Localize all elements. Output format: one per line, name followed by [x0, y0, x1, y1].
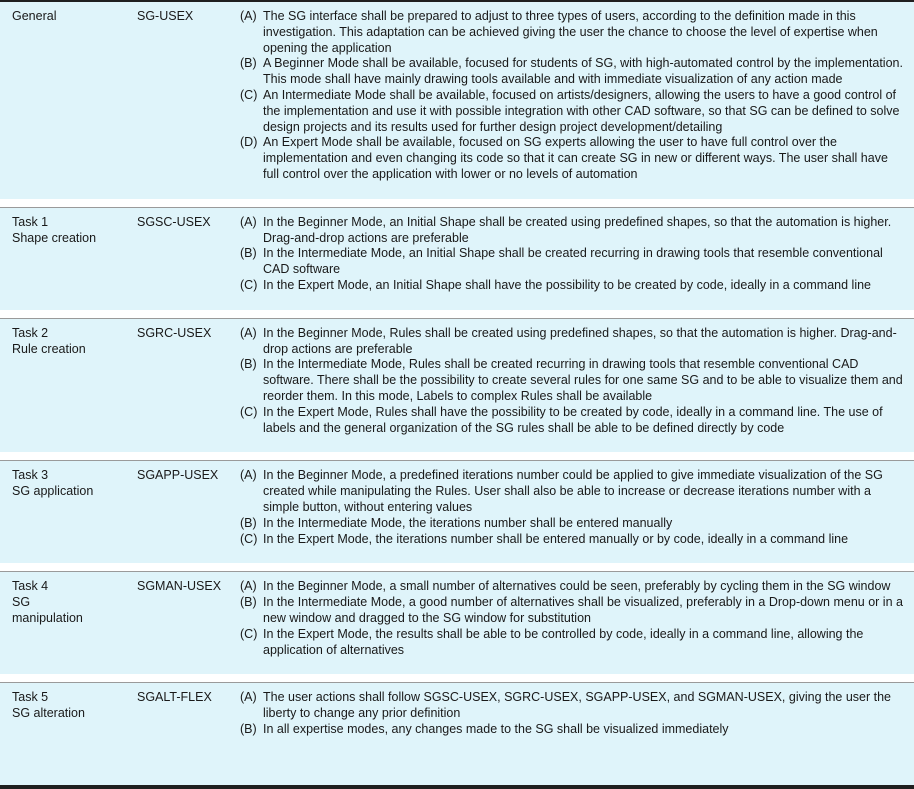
item-text: In the Intermediate Mode, an Initial Shape shall be created recurring in drawing tools that resemble conventional CAD software	[263, 246, 883, 277]
requirement-item	[240, 532, 904, 548]
requirement-item	[240, 516, 904, 532]
task-label: Task 3	[12, 468, 49, 483]
task-cell	[12, 326, 137, 437]
task-cell	[12, 215, 137, 294]
task-cell	[12, 9, 137, 183]
task-cell	[12, 690, 137, 737]
requirement-item	[240, 9, 904, 56]
subtask-label: SG application	[12, 484, 94, 499]
table-row	[0, 571, 914, 674]
item-label: (D)	[240, 135, 258, 150]
item-label: (C)	[240, 277, 258, 292]
task-label: Task 1	[12, 214, 49, 229]
task-cell	[12, 579, 137, 658]
table-body	[0, 2, 914, 766]
item-text: In the Intermediate Mode, a good number of alternatives shall be visualized, preferably in a Drop-down menu or in a new window and dragged to the SG window for substitution	[263, 595, 903, 625]
requirement-item	[240, 468, 904, 515]
code-cell	[137, 215, 240, 294]
table-row	[0, 2, 914, 199]
item-label: (B)	[240, 595, 257, 610]
subtask-label: SG alteration	[12, 706, 85, 721]
item-label: (B)	[240, 721, 257, 736]
table-row	[0, 460, 914, 563]
item-label: (C)	[240, 87, 258, 102]
requirement-item	[240, 357, 904, 404]
task-cell	[12, 468, 137, 547]
item-label: (A)	[240, 214, 257, 229]
description-cell	[240, 468, 904, 547]
item-text: A Beginner Mode shall be available, focused for students of SG, with high-automated control by the implementation. This mode shall have mainly drawing tools available and with immediate visualization of any action made	[263, 56, 903, 87]
requirement-code: SGALT-FLEX	[137, 690, 212, 705]
item-label: (C)	[240, 531, 258, 546]
description-cell	[240, 215, 904, 294]
requirement-code: SGMAN-USEX	[137, 579, 222, 594]
description-cell	[240, 326, 904, 437]
code-cell	[137, 468, 240, 547]
requirement-item	[240, 579, 904, 595]
item-text: The user actions shall follow SGSC-USEX, SGRC-USEX, SGAPP-USEX, and SGMAN-USEX, giving the user the liberty to change any prior definition	[263, 690, 892, 721]
item-text: In all expertise modes, any changes made to the SG shall be visualized immediately	[263, 721, 729, 736]
item-label: (A)	[240, 325, 257, 340]
requirement-item	[240, 326, 904, 358]
item-label: (C)	[240, 404, 258, 419]
description-cell	[240, 579, 904, 658]
requirement-code: SGSC-USEX	[137, 214, 211, 229]
item-text: In the Expert Mode, Rules shall have the possibility to be created by code, ideally in a command line. The use of labels and the general organization of the SG rules shall be able to be defined directly by code	[263, 404, 883, 435]
item-label: (B)	[240, 56, 257, 71]
task-label: Task 5	[12, 690, 49, 705]
table-row	[0, 207, 914, 310]
requirement-item	[240, 595, 904, 627]
subtask-label: Rule creation	[12, 341, 86, 356]
subtask-label: SG manipulation	[12, 595, 83, 625]
code-cell	[137, 579, 240, 658]
item-label: (B)	[240, 515, 257, 530]
requirement-item	[240, 278, 904, 294]
table-row	[0, 318, 914, 453]
requirement-code: SG-USEX	[137, 9, 194, 23]
description-cell	[240, 690, 904, 737]
requirement-item	[240, 690, 904, 722]
requirement-item	[240, 722, 904, 738]
item-label: (A)	[240, 690, 257, 705]
task-label: Task 2	[12, 325, 49, 340]
table-bottom-spacer	[0, 766, 914, 785]
item-label: (A)	[240, 579, 257, 594]
requirement-item	[240, 405, 904, 437]
item-text: In the Beginner Mode, a predefined iterations number could be applied to give immediate visualization of the SG created while manipulating the Rules. User shall also be able to increase or decrease iterations number with a simple button, without entering values	[263, 468, 883, 514]
item-label: (C)	[240, 626, 258, 641]
subtask-label: Shape creation	[12, 230, 97, 245]
item-text: In the Beginner Mode, Rules shall be created using predefined shapes, so that the automation is higher. Drag-and-drop actions are preferable	[263, 325, 897, 356]
requirement-item	[240, 627, 904, 659]
item-label: (A)	[240, 9, 257, 23]
item-text: An Intermediate Mode shall be available, focused on artists/designers, allowing the users to have a good control of the implementation and use it with possible integration with other CAD software, so that SG can be defined to solve design projects and its results used for further design project development/detailing	[263, 87, 900, 134]
item-label: (B)	[240, 357, 257, 372]
item-text: In the Expert Mode, the iterations number shall be entered manually or by code, ideally in a command line	[263, 531, 849, 546]
item-text: In the Expert Mode, the results shall be able to be controlled by code, ideally in a command line, allowing the application of alternatives	[263, 626, 864, 657]
item-label: (B)	[240, 246, 257, 261]
item-text: In the Beginner Mode, a small number of alternatives could be seen, preferably by cycling them in the SG window	[263, 579, 891, 594]
task-label: Task 4	[12, 579, 49, 594]
code-cell	[137, 326, 240, 437]
description-cell	[240, 9, 904, 183]
requirement-item	[240, 215, 904, 247]
item-text: In the Beginner Mode, an Initial Shape shall be created using predefined shapes, so that the automation is higher. Drag-and-drop actions are preferable	[263, 214, 892, 245]
requirement-code: SGAPP-USEX	[137, 468, 219, 483]
code-cell	[137, 690, 240, 737]
item-label: (A)	[240, 468, 257, 483]
table-row	[0, 682, 914, 765]
requirement-item	[240, 88, 904, 135]
requirement-item	[240, 56, 904, 88]
item-text: In the Intermediate Mode, the iterations number shall be entered manually	[263, 515, 673, 530]
item-text: In the Expert Mode, an Initial Shape shall have the possibility to be created by code, ideally in a command line	[263, 277, 871, 292]
requirement-code: SGRC-USEX	[137, 325, 212, 340]
code-cell	[137, 9, 240, 183]
requirement-item	[240, 135, 904, 182]
task-label: General	[12, 9, 57, 23]
requirement-item	[240, 246, 904, 278]
item-text: In the Intermediate Mode, Rules shall be created recurring in drawing tools that resemble conventional CAD software. There shall be the possibility to create several rules for one same SG and to be able to visualize them and reorder them. In this mode, Labels to complex Rules shall be available	[263, 357, 903, 403]
item-text: An Expert Mode shall be available, focused on SG experts allowing the user to have full control over the implementation and even changing its code so that it can create SG in new or different ways. The user shall have full control over the application with lower or no levels of automation	[263, 135, 888, 181]
item-text: The SG interface shall be prepared to adjust to three types of users, according to the definition made in this investigation. This adaptation can be achieved giving the user the chance to choose the level of expertise when opening the application	[263, 9, 878, 55]
